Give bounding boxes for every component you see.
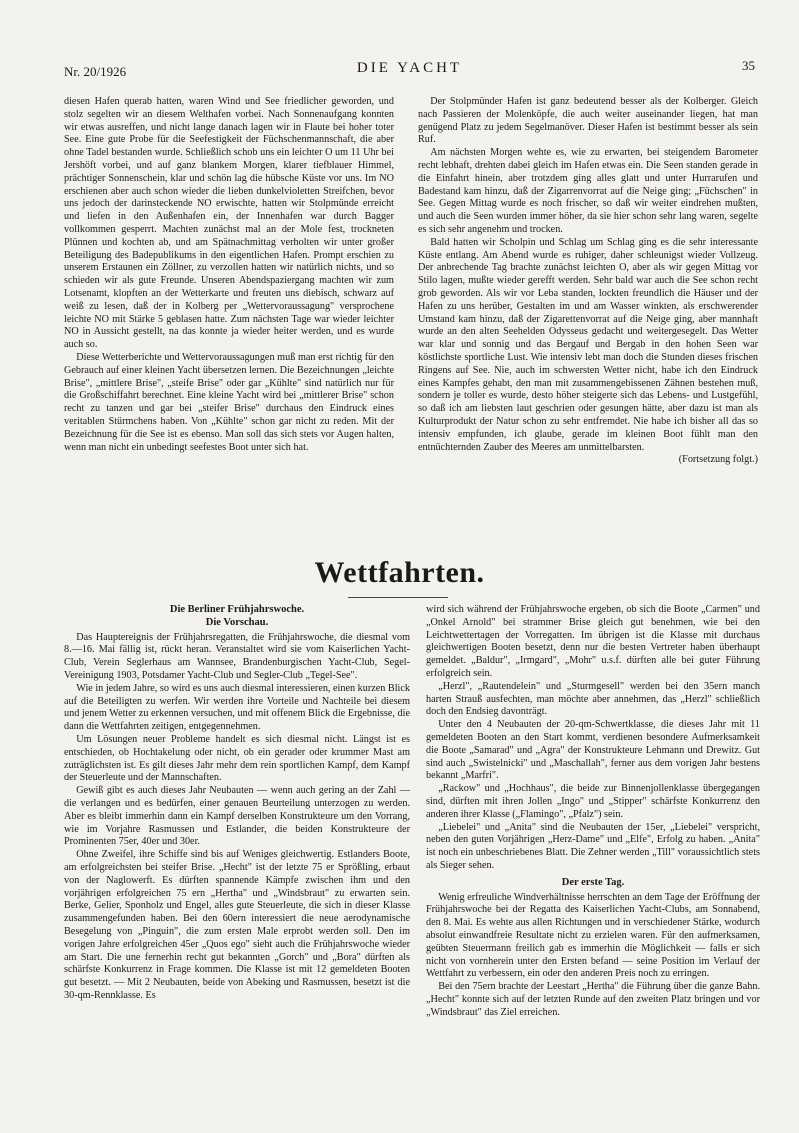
article-left-column	[64, 604, 410, 1064]
magazine-title: DIE YACHT	[356, 60, 463, 76]
paragraph: Bald hatten wir Scholpin und Schlag um Schlag ging es die sehr interessante Küste entlang. Am Abend wurde es ruhiger, daher schleunigst wieder Vollzeug. Der anbrechende Tag brachte zunächst leichten O, aber als wir gegen Mittag vor Stilo lagen, mußte wieder gerefft werden. Sehr bald war auch die See schon recht grob geworden. Als wir vor Leba standen, lockten freundlich die Häuser und der Hafen zu uns herüber, Gestalten im und am Wasser winkten, als erschwerender Umstand kam hinzu, daß der Zigarettenvorrat auf die Neige ging, aber mannhaft wurde an den alten Seehelden Odysseus gedacht und weitergesegelt. Das Wetter war klar und sonnig und das Bergauf und Bergab in den hohen Seen war köstlichste sportliche Lust. Wie intensiv lebt man doch die Stunden dieses frischen Ringens auf See. Nie, auch im schwersten Wetter nicht, habe ich den Eindruck eines Kampfes gehabt, den man mit zusammengebissenen Zähnen bestehen muß, sondern je toller es wurde, desto höher steigerte sich das Lebens- und Lustgefühl, so daß ich am liebsten laut geschrien oder gesungen hätte, aber dazu ist man als Kulturprodukt der Natur schon zu sehr entfremdet. Nie habe ich bisher all das so intensiv empfunden, ich glaube, gerade im kleinen Boot fühlt man den entnüchternden Zauber des Meeres am unmittelbarsten.	[418, 236, 758, 453]
issue-number: Nr. 20/1926	[64, 64, 127, 79]
paragraph: Am nächsten Morgen wehte es, wie zu erwarten, bei steigendem Barometer recht lebhaft, drehten dabei gleich im Hafen etwas ein. Die Seen standen gerade in die Einfahrt hinein, aber trotzdem ging alles glatt und unter Hurrarufen und Badestand kam hinzu, daß der Zigarrenvorrat auf die Neige ging; „Füchschen" in See. Gegen Mittag wurde es noch frischer, so daß wir weiter eindrehen mußten, und auch die Seen wurden immer höher, da sie hier schon sehr lang waren, segelte es sich sehr angenehm und trocken.	[418, 147, 758, 235]
section-heading: Der erste Tag.	[561, 876, 625, 888]
section-title: Wettfahrten.	[314, 556, 485, 589]
article-right-column	[426, 604, 760, 1064]
paragraph: Um Lösungen neuer Probleme handelt es sich diesmal nicht. Längst ist es entschieden, ob Hochtakelung oder nicht, ob ein gerader oder krummer Mast am zuträglichsten ist. Es gilt dieses Jahr mehr dem rein sportlichen Kampf, dem Kampf der Steuerleute und der Mannschaften.	[64, 733, 410, 784]
paragraph: Unter den 4 Neubauten der 20-qm-Schwertklasse, die dieses Jahr mit 11 gemeldeten Booten an den Start kommt, verdienen besondere Aufmerksamkeit die Boote „Samarad" und „Agra" der Konstrukteure Lehmann und Drewitz. Gut sind auch „Swistelnicki" und „Maschallah", ferner aus dem vorigen Jahr bestens bekannt „Marfri".	[426, 719, 760, 782]
paragraph: Wenig erfreuliche Windverhältnisse herrschten an dem Tage der Eröffnung der Frühjahrswoche bei der Regatta des Kaiserlichen Yacht-Clubs, am Sonnabend, den 8. Mai. Es wehte aus allen Richtungen und in verschiedener Stärke, wodurch absolut einwandfreie Resultate nicht zu erzielen waren. Für den aufmerksamen, geübten Steuermann freilich gab es immerhin die Möglichkeit — falls er sich nicht von vornherein unter den Ersten befand — seine Position im Verlauf der Wettfahrt zu verbessern, ein oder den anderen Preis noch zu erringen.	[426, 891, 760, 980]
paragraph: Gewiß gibt es auch dieses Jahr Neubauten — wenn auch gering an der Zahl — die verlangen und es bedürfen, einer genauen Beurteilung unterzogen zu werden. Aber es bleibt immerhin dann ein Kampf derselben Konstrukteure um den Vorrang, wie im Vorjahre Rasmussen und Estlander, die beiden Konstrukteure der Prominenten 75er, 40er und 30er.	[64, 785, 410, 848]
page-header	[64, 58, 755, 78]
paragraph: Diese Wetterberichte und Wettervoraussagungen muß man erst richtig für den Gebrauch auf einer kleinen Yacht übersetzen lernen. Die Bezeichnungen „leichte Brise", „mittlere Brise", „steife Brise" oder gar „Kühlte" sind natürlich nur für die Großschiffahrt berechnet. Eine kleine Yacht wird bei „mittlerer Brise" schon recht zu tanzen und gar bei „steifer Brise" durchaus den Eindruck eines veritablen Stürmchens haben. Von „Kühlte" schon gar nicht zu reden. Mit der Bezeichnung für die See ist es ebenso. Man soll das sich stets vor Augen halten, wenn man nicht ein unbedingt seefestes Boot unter sich hat.	[64, 351, 394, 453]
paragraph: Bei den 75ern brachte der Leestart „Hertha" die Führung über die ganze Bahn. „Hecht" konnte sich auf der letzten Runde auf den zweiten Platz bringen und vor „Windsbraut" das Ziel erreichen.	[426, 981, 760, 1018]
top-right-column	[418, 96, 758, 496]
paragraph: wird sich während der Frühjahrswoche ergeben, ob sich die Boote „Carmen" und „Onkel Arnold" bei strammer Brise gleich gut benehmen, wie bei den Leichtwettertagen der Vorregatten. Im übrigen ist die Klasse mit durchaus gleichwertigen Booten besetzt, denn nur die besten Vertreter haben überhaupt gemeldet. „Baldur", „Irmgard", „Mohr" u.s.f. dürften alle bei guter Führung erfolgreich sein.	[426, 604, 760, 679]
page-number: 35	[742, 58, 755, 73]
paragraph: Ohne Zweifel, ihre Schiffe sind bis auf Weniges gleichwertig. Estlanders Boote, am erfolgreichsten bei steifer Brise. „Hecht" ist der letzte 75 er Sprößling, erbaut von der Naglowerft. Es dürften spannende Kämpfe zwischen ihm und den vorjährigen erfolgreichen 75 ern „Hertha" und „Windsbraut" zu erwarten sein. Berke, Gelier, Sponholz und Engel, alles gute Steuerleute, die sich in dieser Klasse zusammengefunden haben. Bei den 60ern interessiert die neue aerodynamische Besegelung von „Pinguin", die zum ersten Male erprobt werden soll. Den im vorigen Jahre erfolgreichen 45er „Quos ego" sieht auch die Frühjahrswoche wieder am Start. Die une fernerhin recht gut bekannten „Gorch" und „Bora" dürften als schärfste Konkurrenz in Frage kommen. Die Klasse ist mit 12 gemeldeten Booten gut besetzt. — Mit 2 Neubauten, beide von Abeking und Rasmussen, besetzt ist die 30-qm-Rennklasse. Es	[64, 849, 410, 1001]
continuation-note: (Fortsetzung folgt.)	[678, 454, 758, 466]
paragraph: Wie in jedem Jahre, so wird es uns auch diesmal interessieren, einen kurzen Blick auf die Beteiligten zu werfen. Wir werden ihre Vorteile und Nachteile bei diesem und jenem Wetter zu erkennen versuchen, und mit offenem Blick die Ergebnisse, die dann die Wettfahrten zeitigen, entgegennehmen.	[64, 682, 410, 733]
article-title: Die Berliner Frühjahrswoche.	[169, 604, 305, 615]
article-subtitle: Die Vorschau.	[205, 616, 269, 628]
title-rule	[348, 597, 448, 598]
paragraph: diesen Hafen querab hatten, waren Wind und See friedlicher geworden, und stolz segelten wir an diesem Welthafen vorbei. Nach Sonnenaufgang konnten wir etwas ausreffen, und nicht lange danach lagen wir in Flaute bei hoher toter See. Eine gute Probe für die Seefestigkeit der Füchschenmannschaft, die aber ohne Tadel bestanden wurde. Schließlich schob uns ein leichter O um 11 Uhr bei Jershöft vorbei, und auf ganz blankem Morgen, klarer tiefblauer Himmel, prächtiger Sonnenschein, klar und schön lag die hübsche Küste vor uns. Im NO erschienen aber auch schon wieder die lieben dunkelvioletten Streifchen, bevor uns jedoch der darinsteckende NO erwischte, hatten wir Stolpmünde erreicht und liefen in den Außenhafen ein, der Innenhafen war durch Bagger vollkommen gesperrt. Machten zunächst mal an der Mole fest, trockneten Plünnen und kochten ab, und am Spätnachmittag verholten wir unter großer Beteiligung des Badepublikums in den eigentlichen Hafen. Prompt erschien zu unserem Erstaunen ein Zöllner, zu verzollen hatten wir natürlich nichts, und so schieden wir als gute Freunde. Unseren Abendspaziergang machten wir zum Lotsenamt, klopften an der Wetterkarte und freuten uns diebisch, schwarz auf weiß zu lesen, daß der in Kolberg per „Wettervoraussagung" versprochene leichte NO mit Stärke 5 geblasen hatte. Zum nächsten Tage war wieder leichter NO in Aussicht gestellt, na das konnte ja wieder heiter werden, und es wurde auch so.	[64, 96, 394, 351]
paragraph: „Herzl", „Rautendelein" und „Sturmgesell" werden bei den 35ern manch harten Strauß ausfechten, man möchte aber annehmen, das „Herzl" schließlich doch den Endsieg davonträgt.	[426, 680, 760, 718]
paragraph: „Rackow" und „Hochhaus", die beide zur Binnenjollenklasse übergegangen sind, dürften mit ihren Jollen „Ingo" und „Stipper" schärfste Konkurrenz den anderen ihrer Klasse („Flamingo", „Pfalz") sein.	[426, 783, 760, 820]
top-left-column	[64, 96, 394, 496]
paragraph: „Liebelei" und „Anita" sind die Neubauten der 15er, „Liebelei" verspricht, neben den guten Vorjährigen „Herz-Dame" und „Elfe", Erfolg zu haben. „Anita" ist noch ein unbeschriebenes Blatt. Die Zehner werden „Till" voraussichtlich stets als Sieger sehen.	[426, 821, 760, 871]
paragraph: Der Stolpmünder Hafen ist ganz bedeutend besser als der Kolberger. Gleich nach Passieren der Molenköpfe, die auch weiter auseinander liegen, hat man genügend Platz zu jedem Segelmanöver. Dieser Hafen ist bestimmt besser als sein Ruf.	[418, 96, 758, 146]
paragraph: Das Hauptereignis der Frühjahrsregatten, die Frühjahrswoche, die diesmal vom 8.—16. Mai fällig ist, rückt heran. Veranstaltet wird sie vom Kaiserlichen Yacht-Club, Verein Seglerhaus am Wannsee, Brandenburgischen Yacht-Club, Segel-Vereinigung 1903, Potsdamer Yacht-Club und Segler-Club „Tegel-See".	[64, 631, 410, 681]
